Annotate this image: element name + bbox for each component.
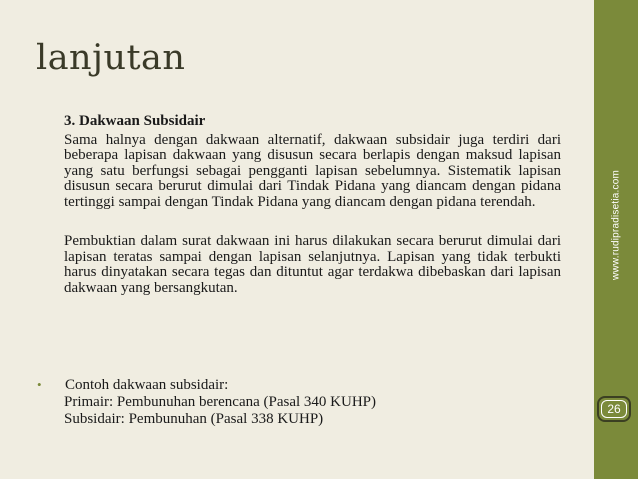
section-subheading: 3. Dakwaan Subsidair: [64, 113, 206, 129]
paragraph-proof: Pembuktian dalam surat dakwaan ini harus dilakukan secara berurut dimulai dari lapisan teratas sampai dengan lapisan selanjutnya. Lapisan yang tidak terbukti harus dinyatakan secara tegas dan dituntut agar terdakwa dibebaskan dari lapisan dakwaan yang bersangkutan.: [64, 233, 561, 296]
bullet-dot-icon: •: [37, 377, 42, 392]
example-subsidair: Subsidair: Pembunuhan (Pasal 338 KUHP): [64, 411, 324, 427]
slide-body: [64, 114, 561, 296]
page-number-badge: [597, 396, 631, 422]
bullet-label: Contoh dakwaan subsidair:: [65, 377, 229, 393]
page-number: 26: [607, 402, 621, 416]
website-url: www.rudipradisetia.com: [610, 170, 622, 280]
paragraph-definition: Sama halnya dengan dakwaan alternatif, dakwaan subsidair juga terdiri dari beberapa lapisan dakwaan yang disusun secara berlapis dengan maksud lapisan yang satu berfungsi sebagai pengganti lapisan sebelumnya. Sistematik lapisan disusun secara berurut dimulai dari Tindak Pidana yang diancam dengan pidana tertinggi sampai dengan Tindak Pidana yang diancam dengan pidana terendah.: [64, 131, 561, 210]
slide-title: lanjutan: [36, 38, 186, 78]
example-bullet: [36, 376, 576, 428]
example-primair: Primair: Pembunuhan berencana (Pasal 340 KUHP): [64, 394, 377, 410]
